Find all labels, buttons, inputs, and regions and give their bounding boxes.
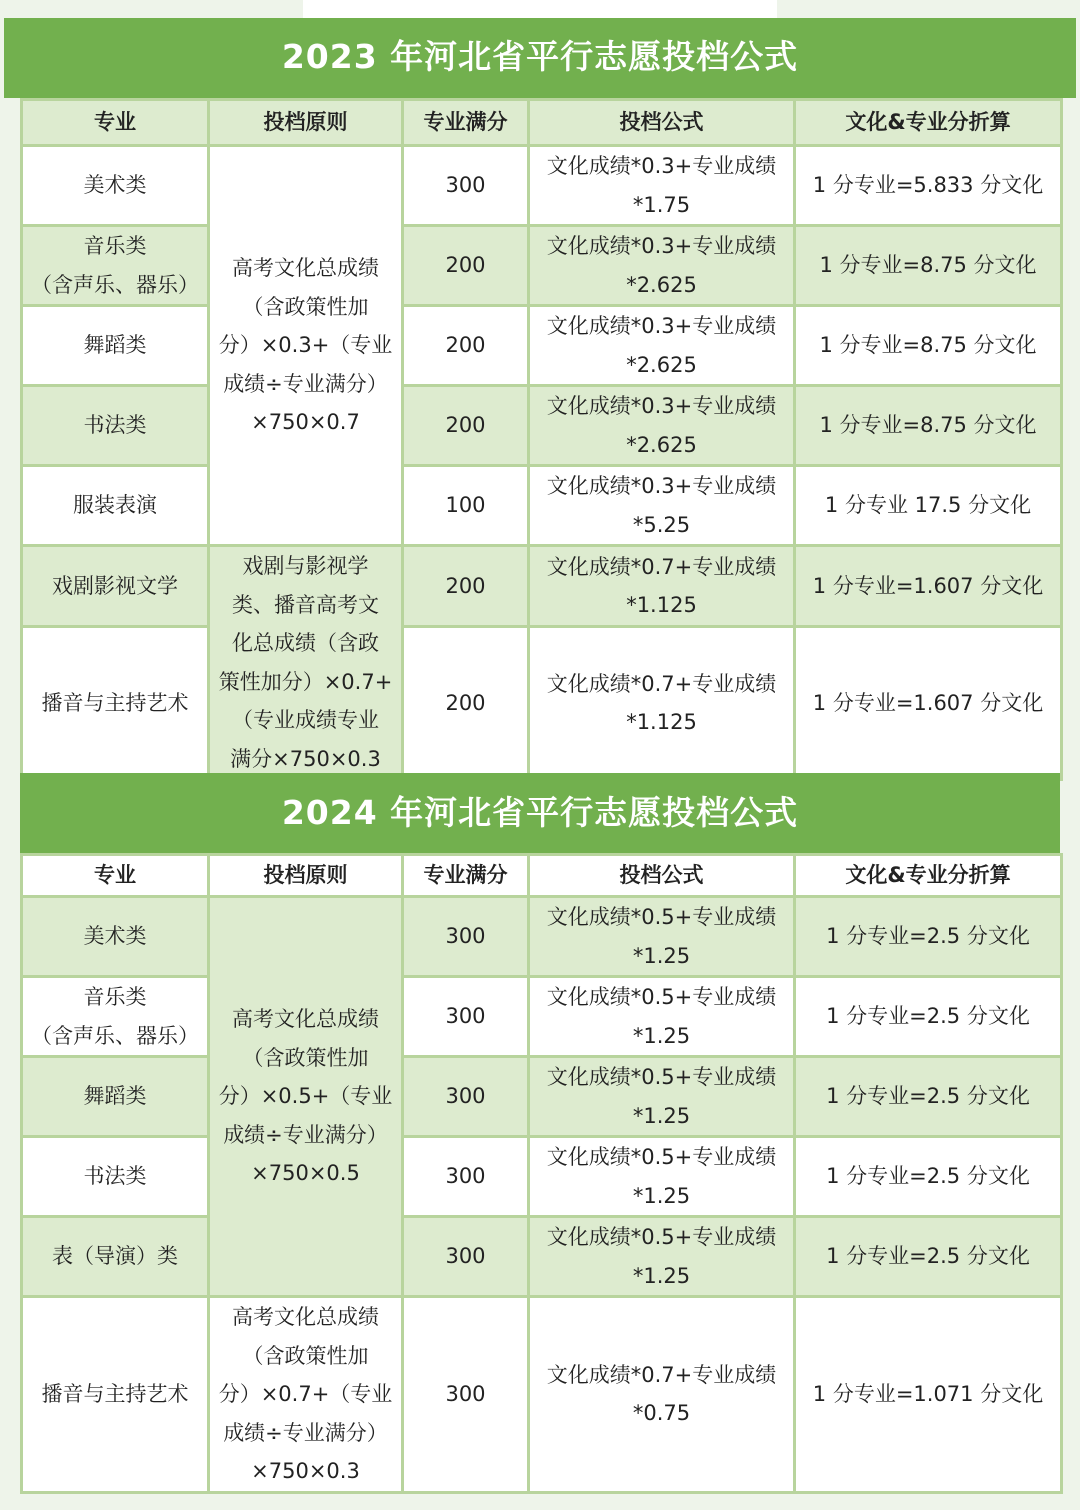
formula-cell: 文化成绩*0.5+专业成绩 *1.25: [529, 1057, 795, 1137]
full-score-cell: 200: [403, 306, 529, 386]
formula-cell: 文化成绩*0.5+专业成绩 *1.25: [529, 897, 795, 977]
conversion-cell: 1 分专业=1.607 分文化: [795, 627, 1062, 780]
major-cell: 表（导演）类: [22, 1217, 209, 1297]
section-2023-title: 2023 年河北省平行志愿投档公式: [4, 18, 1076, 98]
principle-cell: 高考文化总成绩 （含政策性加 分）×0.7+（专业 成绩÷专业满分） ×750×0.3: [209, 1297, 403, 1493]
section-2024-title: 2024 年河北省平行志愿投档公式: [20, 773, 1060, 853]
conversion-cell: 1 分专业=5.833 分文化: [795, 146, 1062, 226]
full-score-cell: 300: [403, 1217, 529, 1297]
full-score-cell: 300: [403, 146, 529, 226]
major-cell: 舞蹈类: [22, 306, 209, 386]
header-formula: 投档公式: [529, 100, 795, 146]
header-row: [22, 855, 1062, 897]
conversion-cell: 1 分专业=8.75 分文化: [795, 306, 1062, 386]
conversion-cell: 1 分专业=1.071 分文化: [795, 1297, 1062, 1493]
major-cell: 戏剧影视文学: [22, 546, 209, 627]
full-score-cell: 300: [403, 897, 529, 977]
formula-cell: 文化成绩*0.3+专业成绩 *2.625: [529, 306, 795, 386]
formula-cell: 文化成绩*0.7+专业成绩 *0.75: [529, 1297, 795, 1493]
full-score-cell: 300: [403, 977, 529, 1057]
table-row: [22, 1217, 1062, 1297]
table-row: [22, 546, 1062, 627]
table-row: [22, 977, 1062, 1057]
table-2023: [20, 98, 1063, 781]
formula-cell: 文化成绩*0.5+专业成绩 *1.25: [529, 1137, 795, 1217]
table-2024: [20, 853, 1063, 1494]
table-row: [22, 146, 1062, 226]
full-score-cell: 100: [403, 466, 529, 546]
table-row: [22, 1137, 1062, 1217]
conversion-cell: 1 分专业=2.5 分文化: [795, 1217, 1062, 1297]
formula-cell: 文化成绩*0.7+专业成绩 *1.125: [529, 627, 795, 780]
table-row: [22, 1297, 1062, 1493]
header-major: 专业: [22, 855, 209, 897]
conversion-cell: 1 分专业=2.5 分文化: [795, 1137, 1062, 1217]
principle-cell: 戏剧与影视学 类、播音高考文 化总成绩（含政 策性加分）×0.7+ （专业成绩专业 满分×750×0.3: [209, 546, 403, 780]
header-formula: 投档公式: [529, 855, 795, 897]
full-score-cell: 300: [403, 1137, 529, 1217]
major-cell: 播音与主持艺术: [22, 1297, 209, 1493]
full-score-cell: 200: [403, 627, 529, 780]
full-score-cell: 200: [403, 386, 529, 466]
formula-cell: 文化成绩*0.3+专业成绩 *2.625: [529, 386, 795, 466]
formula-cell: 文化成绩*0.3+专业成绩 *1.75: [529, 146, 795, 226]
table-row: [22, 226, 1062, 306]
formula-cell: 文化成绩*0.5+专业成绩 *1.25: [529, 977, 795, 1057]
formula-cell: 文化成绩*0.3+专业成绩 *2.625: [529, 226, 795, 306]
table-row: [22, 466, 1062, 546]
conversion-cell: 1 分专业=8.75 分文化: [795, 386, 1062, 466]
conversion-cell: 1 分专业=2.5 分文化: [795, 897, 1062, 977]
major-cell: 书法类: [22, 1137, 209, 1217]
header-major: 专业: [22, 100, 209, 146]
header-conversion: 文化&专业分折算: [795, 100, 1062, 146]
full-score-cell: 200: [403, 546, 529, 627]
full-score-cell: 200: [403, 226, 529, 306]
table-row: [22, 897, 1062, 977]
formula-cell: 文化成绩*0.5+专业成绩 *1.25: [529, 1217, 795, 1297]
principle-cell: 高考文化总成绩 （含政策性加 分）×0.5+（专业 成绩÷专业满分） ×750×0.5: [209, 897, 403, 1297]
conversion-cell: 1 分专业=2.5 分文化: [795, 977, 1062, 1057]
header-full-score: 专业满分: [403, 855, 529, 897]
header-full-score: 专业满分: [403, 100, 529, 146]
top-white-strip: [303, 0, 777, 18]
principle-cell: 高考文化总成绩 （含政策性加 分）×0.3+（专业 成绩÷专业满分） ×750×0.7: [209, 146, 403, 546]
full-score-cell: 300: [403, 1057, 529, 1137]
table-row: [22, 1057, 1062, 1137]
full-score-cell: 300: [403, 1297, 529, 1493]
formula-cell: 文化成绩*0.3+专业成绩 *5.25: [529, 466, 795, 546]
header-principle: 投档原则: [209, 100, 403, 146]
major-cell: 美术类: [22, 146, 209, 226]
table-row: [22, 627, 1062, 780]
major-cell: 音乐类 （含声乐、器乐）: [22, 226, 209, 306]
major-cell: 服装表演: [22, 466, 209, 546]
conversion-cell: 1 分专业=8.75 分文化: [795, 226, 1062, 306]
conversion-cell: 1 分专业=2.5 分文化: [795, 1057, 1062, 1137]
conversion-cell: 1 分专业=1.607 分文化: [795, 546, 1062, 627]
major-cell: 书法类: [22, 386, 209, 466]
table-row: [22, 306, 1062, 386]
table-row: [22, 386, 1062, 466]
conversion-cell: 1 分专业 17.5 分文化: [795, 466, 1062, 546]
major-cell: 美术类: [22, 897, 209, 977]
major-cell: 舞蹈类: [22, 1057, 209, 1137]
major-cell: 音乐类 （含声乐、器乐）: [22, 977, 209, 1057]
header-row: [22, 100, 1062, 146]
header-conversion: 文化&专业分折算: [795, 855, 1062, 897]
formula-cell: 文化成绩*0.7+专业成绩 *1.125: [529, 546, 795, 627]
header-principle: 投档原则: [209, 855, 403, 897]
major-cell: 播音与主持艺术: [22, 627, 209, 780]
